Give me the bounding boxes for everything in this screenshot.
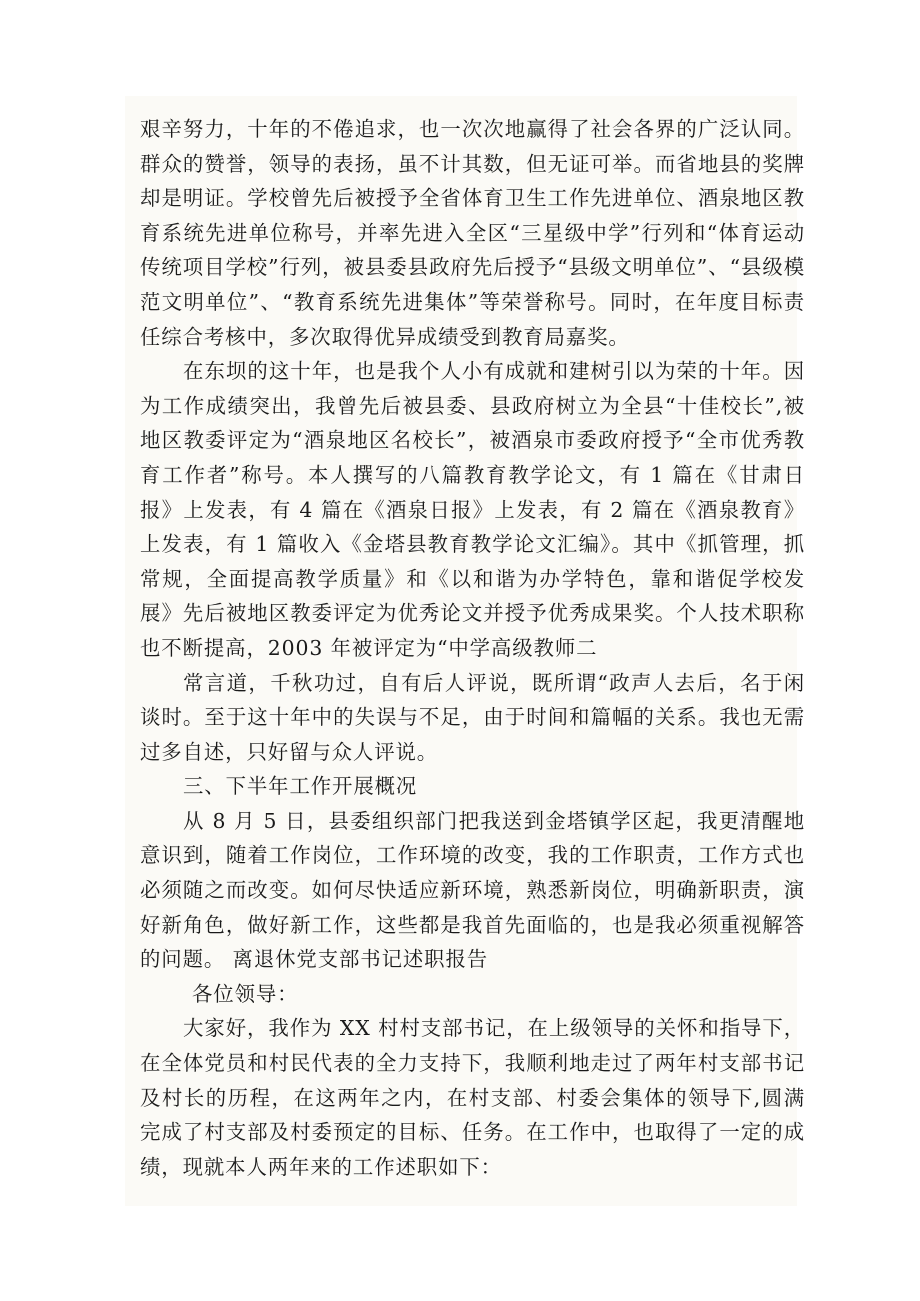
section-heading: 三、下半年工作开展概况 [183,774,418,799]
document-body [140,112,805,1184]
paragraph-honors: 艰辛努力，十年的不倦追求，也一次次地赢得了社会各界的广泛认同。群众的赞誉，领导的表扬，虽不计其数，但无证可举。而省地县的奖牌却是明证。学校曾先后被授予全省体育卫生工作先进单位、酒泉地区教育系统先进单位称号，并率先进入全区“三星级中学”行列和“体育运动传统项目学校”行列，被县委县政府先后授予“县级文明单位”、“县级模范文明单位”、“教育系统先进集体”等荣誉称号。同时，在年度目标责任综合考核中，多次取得优异成绩受到教育局嘉奖。 [140,117,805,349]
paragraph-introduction: 大家好，我作为 XX 村村支部书记，在上级领导的关怀和指导下，在全体党员和村民代表的全力支持下，我顺利地走过了两年村支部书记及村长的历程，在这两年之内，在村支部、村委会集体的领导下,圆满完成了村支部及村委预定的目标、任务。在工作中，也取得了一定的成绩，现就本人两年来的工作述职如下： [140,1016,805,1179]
paragraph-second-half-year: 从 8 月 5 日，县委组织部门把我送到金塔镇学区起，我更清醒地意识到，随着工作岗位，工作环境的改变，我的工作职责，工作方式也必须随之而改变。如何尽快适应新环境，熟悉新岗位，明确新职责，演好新角色，做好新工作，这些都是我首先面临的，也是我必须重视解答的问题。 离退休党支部书记述职报告 [140,808,805,972]
paragraph-reflection: 常言道，千秋功过，自有后人评说，既所谓“政声人去后，名于闲谈时。至于这十年中的失误与不足，由于时间和篇幅的关系。我也无需过多自述，只好留与众人评说。 [140,670,805,764]
paragraph-personal-achievements: 在东坝的这十年，也是我个人小有成就和建树引以为荣的十年。因为工作成绩突出，我曾先后被县委、县政府树立为全县“十佳校长”,被地区教委评定为“酒泉地区名校长”，被酒泉市委政府授予“全市优秀教育工作者”称号。本人撰写的八篇教育教学论文，有 1 篇在《甘肃日报》上发表，有 4 篇在《酒泉日报》上发表，有 2 篇在《酒泉教育》上发表，有 1 篇收入《金塔县教育教学论文汇编》。其中《抓管理，抓常规，全面提高教学质量》和《以和谐为办学特色，靠和谐促学校发展》先后被地区教委评定为优秀论文并授予优秀成果奖。个人技术职称也不断提高，2003 年被评定为“中学高级教师二 [140,359,805,660]
salutation: 各位领导： [192,981,299,1006]
